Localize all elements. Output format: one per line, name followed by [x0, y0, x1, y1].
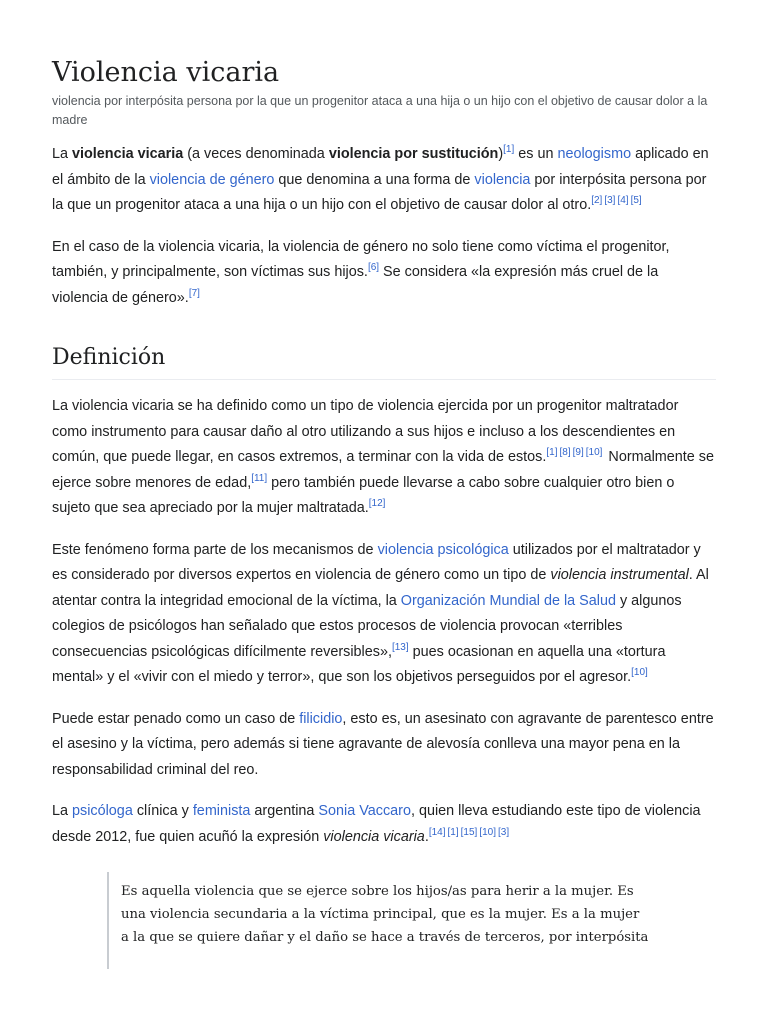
citation-link[interactable]: [1]: [447, 826, 459, 838]
citation-link[interactable]: [7]: [188, 287, 200, 299]
section-heading-definicion: Definición: [52, 343, 716, 380]
link-violencia-de-genero[interactable]: violencia de género: [149, 171, 275, 188]
link-oms[interactable]: Organización Mundial de la Salud: [400, 592, 616, 609]
citation-link[interactable]: [10]: [631, 667, 648, 678]
citation-link[interactable]: [1]: [503, 144, 515, 155]
link-filicidio[interactable]: filicidio: [299, 710, 343, 727]
definicion-paragraph-1: La violencia vicaria se ha definido como un tipo de violencia ejercida por un progenitor maltratador como instrumento para causar daño al otro utilizando a sus hijos e incluso a los descendientes en común, que puede llegar, en casos extremos, a terminar con la vida de estos.[1] [8] [9] [10] Normalmente se ejerce sobre menores de edad,[11] pero también puede llevarse a cabo sobre cualquier otro bien o sujeto que sea apreciado por la mujer maltratada.[12]: [52, 398, 714, 516]
citation-group: [546, 447, 604, 458]
link-sonia-vaccaro[interactable]: Sonia Vaccaro: [318, 803, 411, 819]
citation-link[interactable]: [5]: [630, 195, 642, 206]
intro-paragraph-1: La violencia vicaria (a veces denominada violencia por sustitución)[1] es un neologismo aplicado en el ámbito de la violencia de género que denomina a una forma de violencia por interpósita persona por la que un progenitor ataca a una hija o un hijo con el objetivo de causar dolor al otro.[2] [3] [4] [5]: [52, 144, 709, 213]
definicion-paragraph-4: La psicóloga clínica y feminista argentina Sonia Vaccaro, quien lleva estudiando este tipo de violencia desde 2012, fue quien acuñó la expresión violencia vicaria.[14] [1] [15] [10] [3]: [52, 803, 701, 845]
quote-block: Es aquella violencia que se ejerce sobre los hijos/as para herir a la mujer. Es una violencia secundaria a la víctima principal, que es la mujer. Es a la mujer a la que se quiere dañar y el daño se hace a través de terceros, por interpósita: [107, 872, 651, 969]
citation-link[interactable]: [3]: [604, 195, 616, 206]
definicion-paragraph-2: Este fenómeno forma parte de los mecanismos de violencia psicológica utilizados por el maltratador y es considerado por diversos expertos en violencia de género como un tipo de violencia instrumental. Al atentar contra la integridad emocional de la víctima, la Organización Mundial de la Salud y algunos colegios de psicólogos han señalado que estos procesos de violencia provocan «terribles consecuencias psicológicas difícilmente reversibles»,[13] pues ocasionan en aquella una «tortura mental» y el «vivir con el miedo y terror», que son los objetivos perseguidos por el agresor.[10]: [52, 541, 709, 685]
italic-term: violencia instrumental: [550, 567, 689, 583]
citation-link[interactable]: [4]: [617, 195, 629, 206]
citation-link[interactable]: [6]: [367, 262, 380, 273]
intro-paragraph-2: En el caso de la violencia vicaria, la violencia de género no solo tiene como víctima el progenitor, también, y principalmente, son víctimas sus hijos.[6] Se considera «la expresión más cruel de la violencia de género».[7]: [52, 238, 670, 306]
link-feminista[interactable]: feminista: [192, 803, 251, 819]
link-violencia[interactable]: violencia: [474, 171, 531, 188]
page-title: Violencia vicaria: [52, 57, 280, 88]
link-violencia-psicologica[interactable]: violencia psicológica: [377, 541, 509, 558]
citation-link[interactable]: [1]: [546, 447, 558, 458]
citation-link[interactable]: [9]: [572, 447, 584, 458]
citation-link[interactable]: [3]: [498, 826, 510, 838]
link-psicologa[interactable]: psicóloga: [72, 803, 133, 819]
bold-term-alt: violencia por sustitución: [328, 146, 499, 162]
citation-link[interactable]: [11]: [251, 472, 268, 484]
citation-link[interactable]: [12]: [368, 498, 386, 509]
citation-link[interactable]: [10]: [479, 826, 496, 838]
page-subtitle: violencia por interpósita persona por la que un progenitor ataca a una hija o un hijo con el objetivo de causar dolor a la madre: [52, 94, 708, 127]
definicion-paragraph-3: Puede estar penado como un caso de filicidio, esto es, un asesinato con agravante de parentesco entre el asesino y la víctima, pero además si tiene agravante de alevosía conlleva una mayor pena en la responsabilidad criminal del reo.: [52, 710, 714, 778]
citation-link[interactable]: [10]: [585, 447, 603, 458]
link-neologismo[interactable]: neologismo: [557, 146, 632, 162]
citation-link[interactable]: [2]: [591, 195, 603, 206]
citation-link[interactable]: [14]: [428, 826, 446, 838]
citation-link[interactable]: [8]: [559, 447, 571, 458]
citation-group: [591, 195, 644, 206]
bold-term: violencia vicaria: [72, 146, 184, 162]
italic-term: violencia vicaria: [323, 828, 425, 845]
citation-link[interactable]: [15]: [460, 826, 478, 838]
citation-group: [429, 827, 511, 838]
citation-link[interactable]: [13]: [391, 641, 409, 653]
